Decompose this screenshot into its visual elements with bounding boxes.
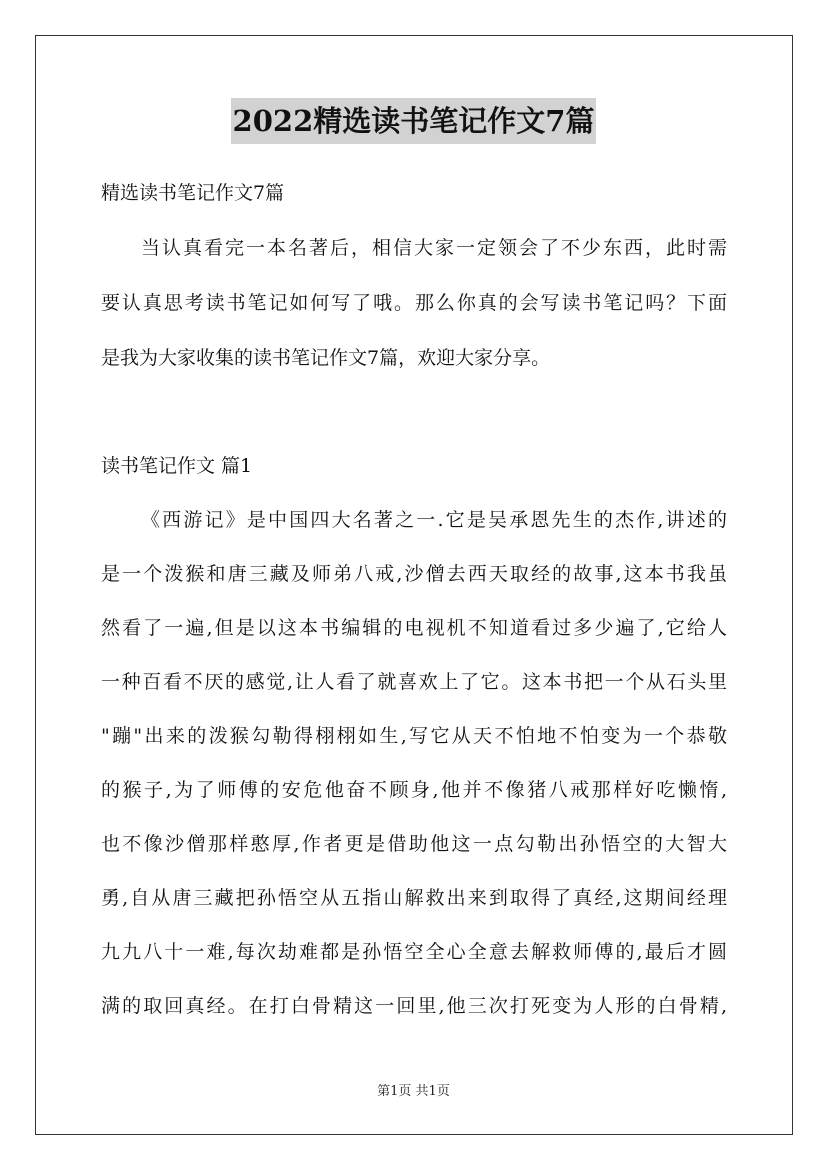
body-line: 也不像沙僧那样憨厚,作者更是借助他这一点勾勒出孙悟空的大智大 — [101, 833, 727, 855]
title-block — [0, 98, 827, 144]
document-title: 2022精选读书笔记作文7篇 — [231, 98, 597, 144]
document-subtitle: 精选读书笔记作文7篇 — [101, 182, 285, 204]
body-line: 满的取回真经。在打白骨精这一回里,他三次打死变为人形的白骨精, — [101, 995, 727, 1017]
body-line: 然看了一遍,但是以这本书编辑的电视机不知道看过多少遍了,它给人 — [101, 617, 727, 639]
page-footer: 第1页 共1页 — [377, 1084, 450, 1099]
body-line: 的猴子,为了师傅的安危他奋不顾身,他并不像猪八戒那样好吃懒惰, — [101, 779, 727, 801]
body-line: 勇,自从唐三藏把孙悟空从五指山解救出来到取得了真经,这期间经理 — [101, 887, 727, 909]
body-line: 一种百看不厌的感觉,让人看了就喜欢上了它。这本书把一个从石头里 — [101, 671, 727, 693]
body-line: 九九八十一难,每次劫难都是孙悟空全心全意去解救师傅的,最后才圆 — [101, 941, 727, 963]
body-line: "蹦"出来的泼猴勾勒得栩栩如生,写它从天不怕地不怕变为一个恭敬 — [101, 725, 727, 747]
intro-line: 要认真思考读书笔记如何写了哦。那么你真的会写读书笔记吗？下面 — [101, 292, 727, 314]
body-line: 《西游记》是中国四大名著之一.它是吴承恩先生的杰作,讲述的 — [141, 509, 727, 531]
intro-line: 当认真看完一本名著后，相信大家一定领会了不少东西，此时需 — [141, 237, 727, 259]
intro-line: 是我为大家收集的读书笔记作文7篇，欢迎大家分享。 — [101, 347, 551, 369]
body-line: 是一个泼猴和唐三藏及师弟八戒,沙僧去西天取经的故事,这本书我虽 — [101, 563, 727, 585]
section-heading: 读书笔记作文 篇1 — [101, 455, 253, 477]
